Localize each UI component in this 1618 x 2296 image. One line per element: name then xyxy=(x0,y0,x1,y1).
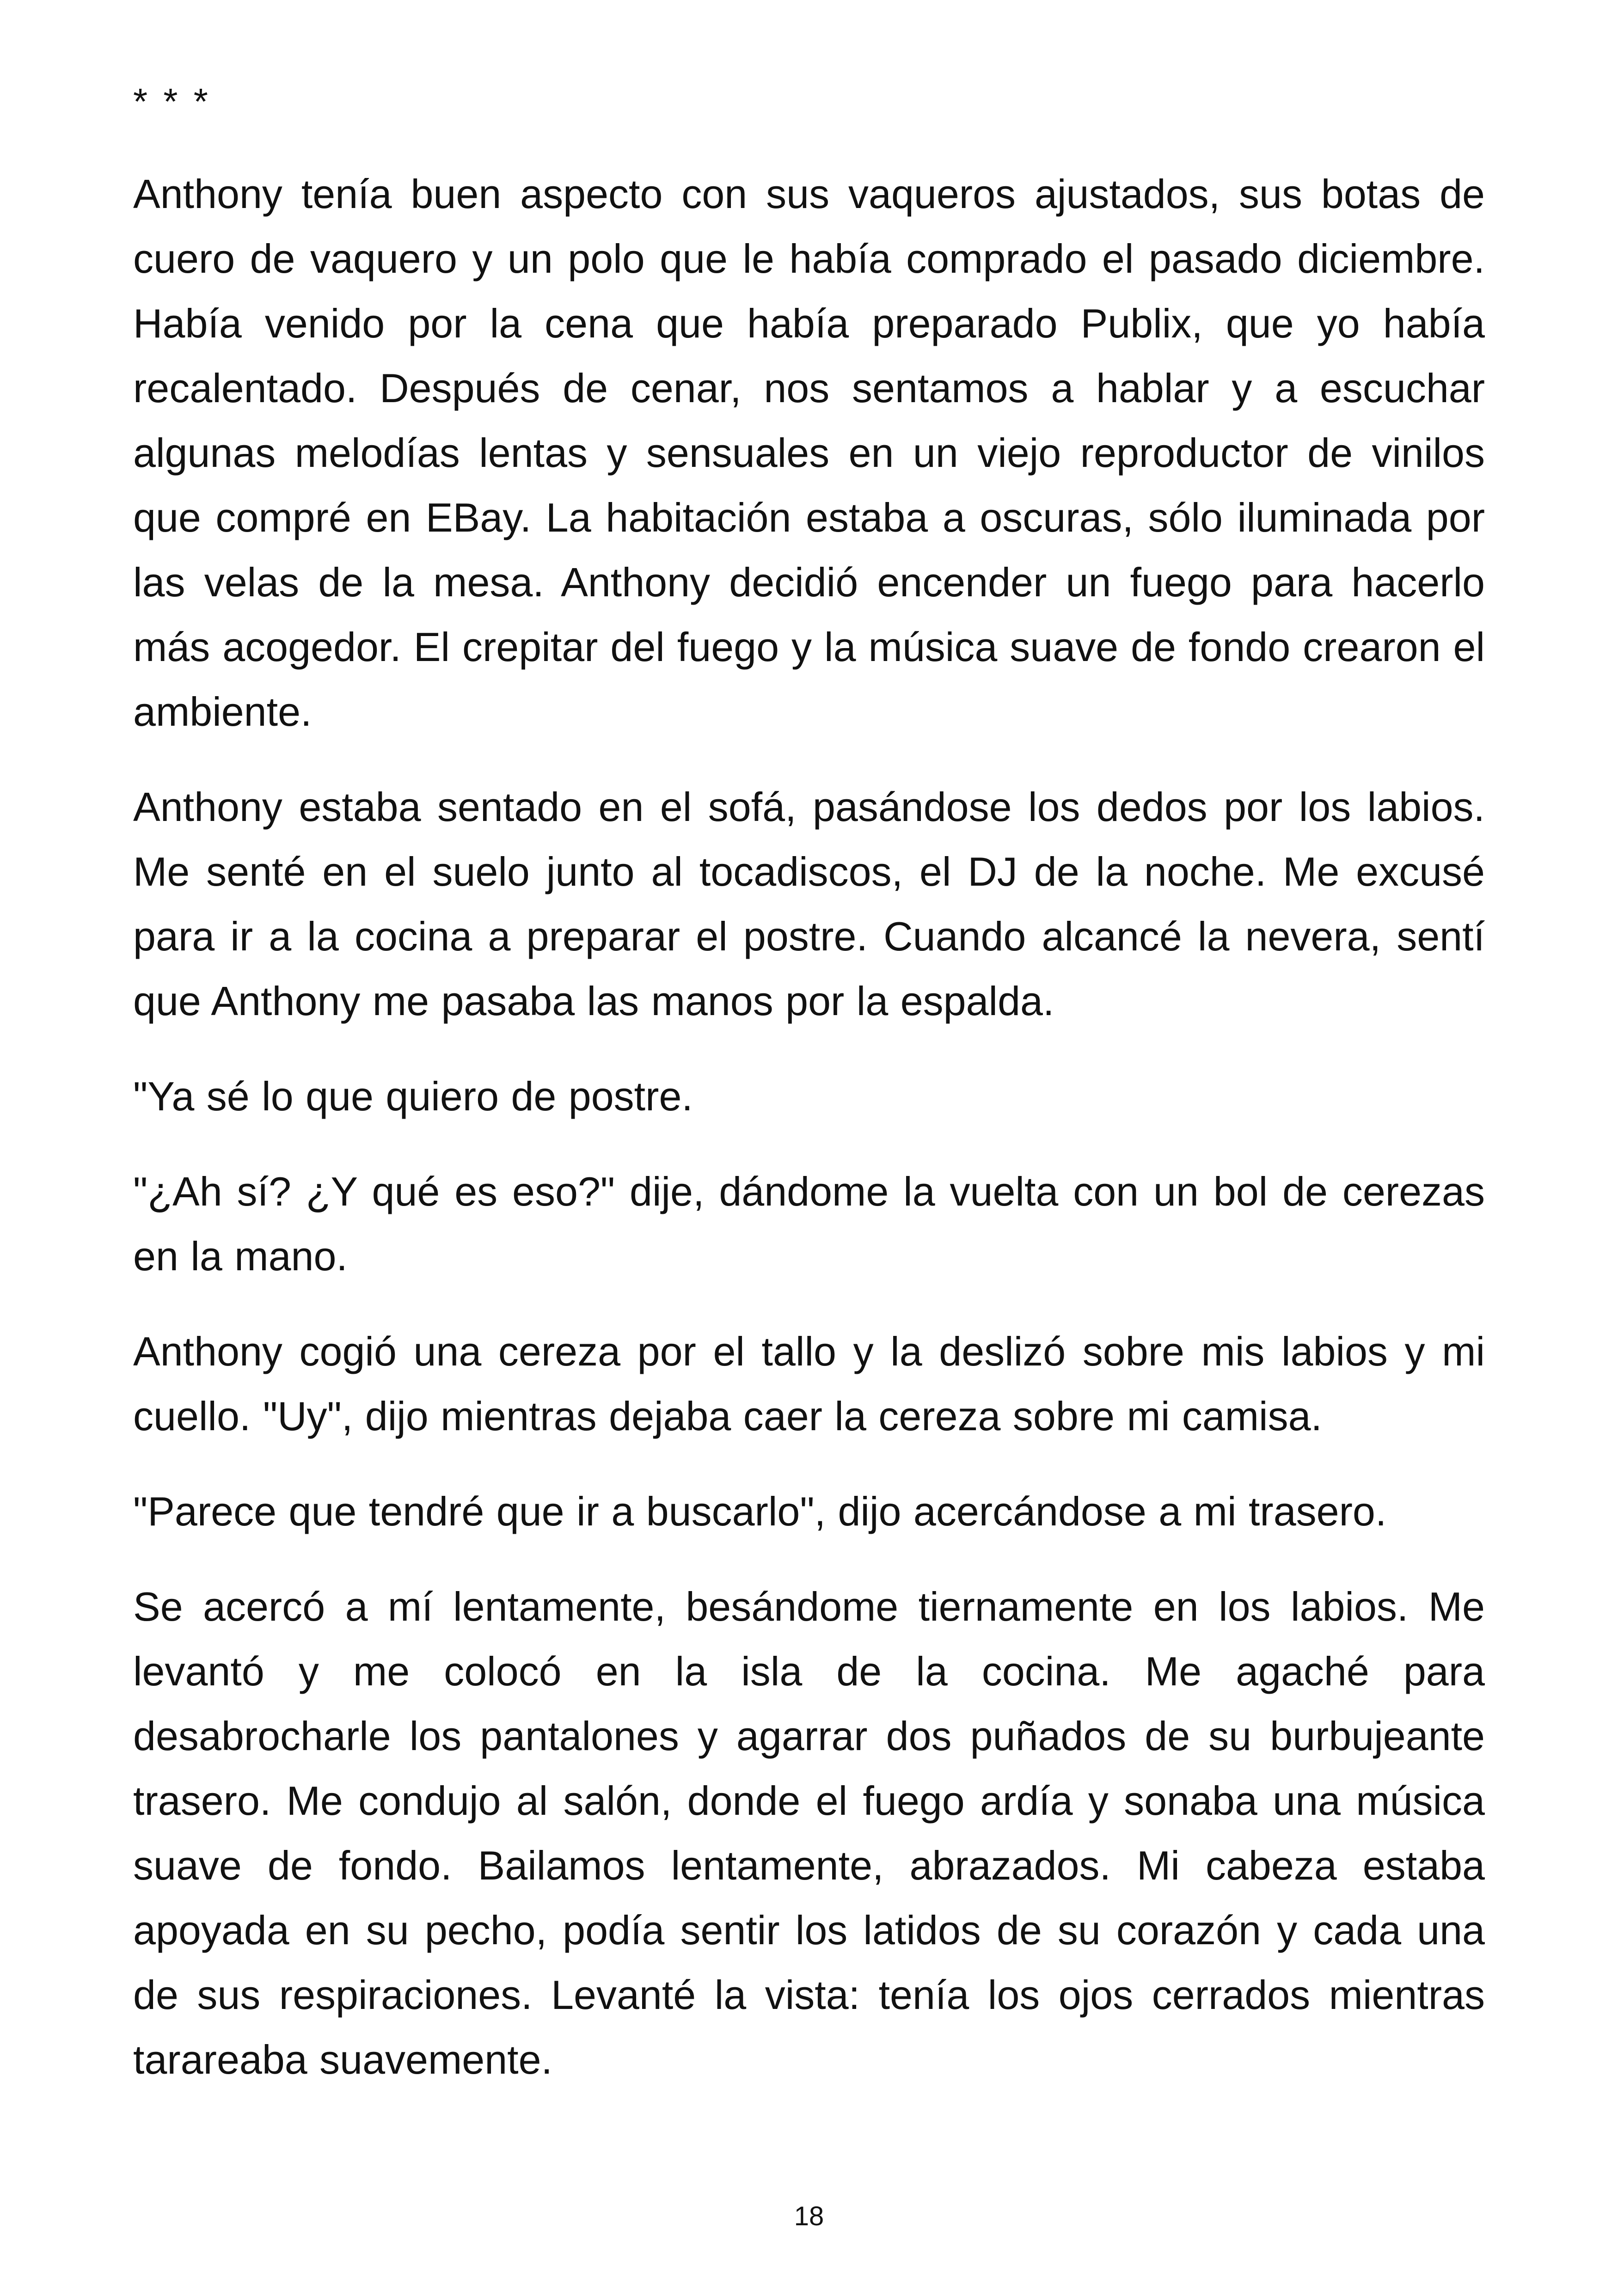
paragraph: "¿Ah sí? ¿Y qué es eso?" dije, dándome la vuelta con un bol de cerezas en la mano. xyxy=(133,1169,1485,1279)
page-number: 18 xyxy=(794,2201,824,2231)
paragraph: "Parece que tendré que ir a buscarlo", dijo acercándose a mi trasero. xyxy=(133,1488,1387,1534)
body-text xyxy=(133,69,1485,2092)
paragraph: Anthony estaba sentado en el sofá, pasándose los dedos por los labios. Me senté en el suelo junto al tocadiscos, el DJ de la noche. Me excusé para ir a la cocina a preparar el postre. Cuando alcancé la nevera, sentí que Anthony me pasaba las manos por la espalda. xyxy=(133,784,1485,1024)
paragraph: "Ya sé lo que quiero de postre. xyxy=(133,1073,693,1119)
section-separator: * * * xyxy=(133,81,211,122)
paragraph: Se acercó a mí lentamente, besándome tiernamente en los labios. Me levantó y me colocó en la isla de la cocina. Me agaché para desabrocharle los pantalones y agarrar dos puñados de su burbujeante trasero. Me condujo al salón, donde el fuego ardía y sonaba una música suave de fondo. Bailamos lentamente, abrazados. Mi cabeza estaba apoyada en su pecho, podía sentir los latidos de su corazón y cada una de sus respiraciones. Levanté la vista: tenía los ojos cerrados mientras tarareaba suavemente. xyxy=(133,1584,1485,2082)
paragraph: Anthony cogió una cereza por el tallo y la deslizó sobre mis labios y mi cuello. "Uy", dijo mientras dejaba caer la cereza sobre mi camisa. xyxy=(133,1329,1485,1439)
paragraph: Anthony tenía buen aspecto con sus vaqueros ajustados, sus botas de cuero de vaquero y un polo que le había comprado el pasado diciembre. Había venido por la cena que había preparado Publix, que yo había recalentado. Después de cenar, nos sentamos a hablar y a escuchar algunas melodías lentas y sensuales en un viejo reproductor de vinilos que compré en EBay. La habitación estaba a oscuras, sólo iluminada por las velas de la mesa. Anthony decidió encender un fuego para hacerlo más acogedor. El crepitar del fuego y la música suave de fondo crearon el ambiente. xyxy=(133,171,1485,735)
